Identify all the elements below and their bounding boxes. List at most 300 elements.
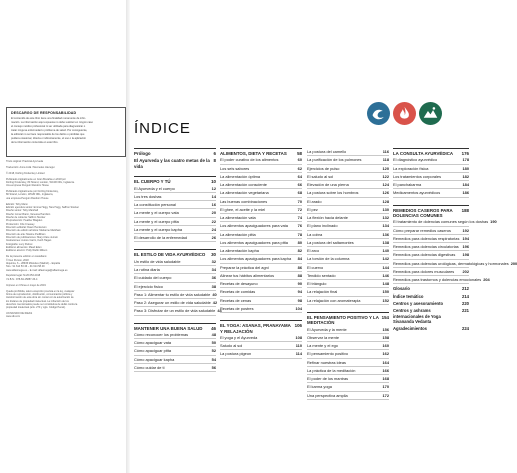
toc-entry-label: Los seis sabores — [220, 165, 250, 171]
toc-page-number: 22 — [211, 218, 216, 224]
toc-entry-label: Recetas de postres — [220, 305, 254, 311]
toc-page-number: 70 — [297, 198, 302, 204]
toc-page-number: 86 — [297, 264, 302, 270]
toc-entry-label: La mente y el cuerpo kapha — [134, 226, 183, 232]
toc-page-number: 160 — [382, 343, 389, 349]
colophon — [6, 160, 114, 319]
toc-entry[interactable] — [393, 276, 490, 284]
toc-column-4 — [393, 148, 517, 332]
toc-entry[interactable] — [307, 359, 389, 367]
toc-entry[interactable] — [134, 364, 216, 372]
toc-page-number: 154 — [381, 314, 389, 320]
colophon-line: Ilustraciones: Aurore Carric, Keith Hagan — [6, 239, 52, 243]
toc-bold-entry[interactable] — [393, 294, 469, 299]
toc-entry-label: Observar la mente — [307, 334, 340, 340]
toc-entry-label: Los alimentos apaciguadores para pitta — [220, 239, 288, 245]
toc-page-number: 30 — [211, 252, 216, 258]
toc-entry[interactable] — [220, 239, 302, 247]
toc-entry-label: Remedios para trastornos y dolencias emocionales — [393, 277, 482, 283]
toc-page-number: 158 — [382, 334, 389, 340]
toc-page-number: 152 — [382, 297, 389, 303]
toc-entry[interactable] — [220, 264, 302, 272]
toc-entry-label: Recetas de comidas — [220, 289, 256, 295]
toc-entry-label: EL ESTILO DE VIDA AYURVÉDICO — [134, 252, 206, 258]
toc-page-number: 108 — [295, 334, 302, 340]
toc-page-number: 176 — [461, 151, 469, 156]
toc-page-number: 36 — [211, 275, 216, 281]
toc-page-number: 180 — [462, 165, 469, 171]
toc-entry[interactable] — [393, 156, 469, 164]
toc-entry-label: Cómo apaciguar pitta — [134, 348, 171, 354]
toc-page-number: 44 — [217, 308, 222, 314]
toc-page-number: 88 — [297, 272, 302, 278]
toc-entry-label: REMEDIOS CASEROS PARA DOLENCIAS COMUNES — [393, 207, 453, 219]
toc-page-number: 34 — [211, 267, 216, 273]
colophon-line: Fotografía: Lucy Parissi — [6, 242, 33, 246]
toc-entry[interactable] — [220, 156, 302, 164]
toc-page-number: 188 — [461, 207, 469, 213]
colophon-line: una empresa Penguin Random House — [6, 196, 49, 200]
toc-entry-label: La cobra — [307, 231, 323, 237]
toc-entry[interactable] — [134, 331, 216, 339]
toc-entry[interactable] — [307, 173, 389, 181]
toc-page-number: 148 — [382, 281, 389, 286]
toc-entry-label: Agradecimientos — [393, 326, 427, 332]
toc-entry[interactable] — [220, 165, 302, 173]
toc-entry-label: Paso 3: Disfrutar de un estilo de vida saludable — [134, 308, 216, 314]
toc-entry-label: La alimentación consciente — [220, 182, 267, 188]
toc-entry[interactable] — [307, 156, 389, 164]
toc-entry[interactable] — [307, 231, 389, 239]
toc-entry-label: La mente y el ego — [307, 343, 338, 349]
toc-entry-label: Remedios para dolores musculares — [393, 268, 455, 274]
disclaimer-line: El contenido de este libro tiene una finalidad meramente de infor- — [11, 117, 86, 120]
toc-page-number: 48 — [211, 331, 216, 337]
toc-page-number: 114 — [295, 351, 302, 357]
toc-page-number: 106 — [294, 323, 302, 329]
toc-entry-label: Cómo apaciguar vata — [134, 340, 171, 346]
toc-entry[interactable] — [220, 189, 302, 197]
toc-entry-label: El desarrollo de la enfermedad — [134, 235, 187, 241]
toc-entry[interactable] — [220, 272, 302, 280]
toc-entry-label: Tendido sentado — [307, 272, 336, 278]
toc-entry[interactable] — [393, 165, 469, 173]
toc-entry[interactable] — [134, 347, 216, 355]
toc-page-number: 50 — [211, 340, 216, 346]
toc-entry[interactable] — [307, 375, 389, 383]
toc-entry[interactable] — [220, 255, 302, 263]
toc-page-number: 192 — [462, 227, 469, 233]
toc-entry-label: La alimentación vegetariana — [220, 190, 269, 196]
toc-entry[interactable] — [307, 367, 389, 375]
toc-entry-label: El ghee, el aceite y la miel — [220, 206, 266, 212]
toc-entry-label: La constitución personal — [134, 202, 176, 208]
colophon-line: Diseño sénior: Toby Marshall — [6, 209, 39, 213]
toc-page-number: 56 — [211, 364, 216, 370]
toc-entry[interactable] — [393, 218, 497, 226]
toc-entry-label: Remedios para dolencias respiratorias — [393, 235, 460, 241]
disclaimer-body — [11, 117, 121, 145]
toc-entry-label: La relajación con aromaterapia — [307, 297, 361, 303]
toc-entry[interactable] — [307, 189, 389, 197]
toc-entry[interactable] — [134, 274, 216, 282]
toc-entry[interactable] — [307, 342, 389, 350]
toc-entry-label: La postura pigeon — [220, 351, 252, 357]
kapha-logo-icon — [419, 102, 442, 125]
toc-page-number: 24 — [211, 226, 216, 232]
toc-column-3 — [307, 148, 389, 400]
colophon-line: www.dk.com — [6, 315, 21, 319]
colophon-line: Producción: Ché Creasey — [6, 222, 35, 226]
toc-entry-label: Remedios para dolencias urológicas, dermatológicas y hormonales — [393, 260, 509, 266]
toc-entry-label: EL YOGA: ASANAS, PRANAYAMA Y RELAJACIÓN — [220, 323, 291, 334]
toc-entry[interactable] — [307, 272, 389, 280]
toc-entry[interactable] — [393, 173, 469, 181]
toc-section-heading[interactable] — [134, 156, 216, 169]
toc-entry-label: El cuervo — [307, 264, 324, 270]
toc-entry-label: Centros y ashrams internacionales de Yoga Sivananda Vedanta — [393, 308, 441, 324]
disclaimer-box — [6, 107, 126, 157]
colophon-line: Dirección de arte: Maxine Pedliham — [6, 232, 46, 236]
toc-entry[interactable] — [134, 307, 222, 315]
toc-entry[interactable] — [220, 334, 302, 342]
toc-entry[interactable] — [134, 201, 216, 209]
toc-entry-label: EL CUERPO Y TÚ — [134, 179, 171, 185]
toc-entry-label: El ejercicio físico — [134, 283, 163, 289]
toc-page-number: 221 — [462, 308, 469, 314]
toc-page-number: 54 — [211, 356, 216, 362]
toc-entry[interactable] — [307, 165, 389, 173]
toc-page-number: 64 — [297, 173, 302, 179]
toc-entry-label: Los tres doshas — [134, 193, 162, 199]
toc-entry-label: Ejercicios de pulso — [307, 165, 340, 171]
colophon-line: los titulares de propiedad intelectual. La infracción de los — [6, 299, 69, 303]
toc-entry-label: El Ayurveda y la mente — [307, 326, 347, 332]
toc-page-number: 182 — [462, 173, 469, 179]
toc-page-number: 204 — [483, 277, 490, 283]
toc-entry[interactable] — [307, 392, 389, 400]
toc-entry-label: La torsión de la columna — [307, 256, 350, 262]
disclaimer-line: de la información contenida en este libro. — [11, 141, 59, 144]
toc-entry-label: La rutina diaria — [134, 267, 160, 273]
toc-entry[interactable] — [307, 334, 389, 342]
toc-page-number: 60 — [297, 157, 302, 163]
toc-entry[interactable] — [134, 218, 216, 226]
toc-entry-label: El panchakarma — [393, 182, 422, 188]
toc-page-number: 20 — [211, 210, 216, 216]
toc-entry[interactable] — [307, 350, 389, 358]
toc-entry[interactable] — [393, 235, 469, 243]
toc-entry-label: La práctica de la meditación — [307, 367, 356, 373]
toc-entry[interactable] — [307, 383, 389, 391]
toc-bold-entry[interactable] — [393, 301, 469, 306]
colophon-line: Dirección de publicaciones: Mary-Clare Jerram — [6, 236, 58, 240]
toc-entry-label: Preparar la práctica del agni — [220, 264, 269, 270]
toc-entry-label: El tratamiento de dolencias comunes según los doshas — [393, 219, 489, 225]
toc-entry[interactable] — [307, 247, 389, 255]
colophon-line: UN MUNDO DE IDEAS — [6, 312, 33, 316]
colophon-line: propiedad intelectual (arts. 270 y sgts. Código Penal). — [6, 306, 66, 310]
colophon-line: Preproducción: Heather Blagden — [6, 219, 43, 223]
toc-entry[interactable] — [307, 222, 389, 230]
toc-entry-label: El poder de los mantras — [307, 376, 349, 382]
colophon-line: Dorling Kindersley, 80 Strand, London, WC2R 0RL, Inglaterra. — [6, 180, 75, 184]
toc-bold-entry[interactable] — [393, 286, 469, 291]
toc-entry[interactable] — [393, 243, 469, 251]
toc-page-number: 76 — [297, 223, 302, 229]
toc-page-number: 12 — [211, 185, 216, 191]
toc-entry-label: La mente y el cuerpo pitta — [134, 218, 179, 224]
colophon-line: Traducción: Anna Juliá / Mercedes Jáuregui — [6, 165, 55, 169]
toc-entry[interactable] — [220, 280, 302, 288]
colophon-line: Publicado originalmente en Gran Bretaña en 2018 por — [6, 177, 66, 181]
toc-section-heading[interactable] — [393, 205, 469, 219]
toc-bold-entry[interactable] — [393, 308, 469, 324]
toc-entry-label: Cómo apaciguar kapha — [134, 356, 175, 362]
toc-entry[interactable] — [307, 214, 389, 222]
toc-page-number: 170 — [382, 384, 389, 390]
toc-entry-label: La alimentación kapha — [220, 248, 259, 254]
toc-entry-label: La flexión hacia delante — [307, 215, 348, 220]
toc-section-heading[interactable] — [393, 148, 469, 156]
pitta-logo-icon — [393, 102, 416, 125]
toc-entry[interactable] — [307, 264, 389, 272]
toc-page-number: 190 — [490, 219, 497, 225]
toc-page-number: 58 — [297, 151, 302, 156]
toc-page-number: 212 — [462, 286, 469, 292]
toc-entry-label: La exploración física — [393, 165, 429, 171]
toc-entry-label: Centros y asesoramiento — [393, 301, 444, 307]
toc-page-number: 72 — [297, 206, 302, 212]
toc-page-number: 186 — [462, 190, 469, 196]
toc-entry-label: El saludo al sol — [307, 173, 334, 179]
toc-page-number: 156 — [382, 326, 389, 332]
toc-page-number: 130 — [382, 206, 389, 212]
toc-entry[interactable] — [220, 305, 302, 313]
toc-entry-label: El Ayurveda y las cuatro metas de la vida — [134, 158, 210, 169]
toc-page-number: 66 — [297, 182, 302, 188]
toc-page-number: 224 — [462, 326, 469, 332]
toc-section-heading[interactable] — [307, 312, 389, 326]
toc-entry-label: Cómo reconocer los problemas — [134, 331, 189, 337]
toc-entry[interactable] — [307, 206, 389, 214]
toc-entry[interactable] — [307, 198, 389, 206]
colophon-line: 80 Strand, London, WC2R 0RL, Inglaterra, — [6, 193, 54, 197]
toc-page-number: 82 — [297, 248, 302, 254]
toc-page-number: 120 — [382, 165, 389, 171]
disclaimer-title: DESCARGO DE RESPONSABILIDAD — [11, 111, 77, 115]
toc-entry[interactable] — [134, 209, 216, 217]
toc-entry[interactable] — [393, 268, 469, 276]
toc-entry-label: Recetas de cenas — [220, 297, 252, 303]
toc-entry-label: El pez — [307, 206, 318, 212]
toc-entry-label: Recetas de desayuno — [220, 281, 258, 287]
toc-page-number: 138 — [382, 239, 389, 245]
toc-page-number: 172 — [382, 392, 389, 398]
toc-entry-label: La relajación final — [307, 289, 338, 295]
toc-page-number: 146 — [382, 272, 389, 278]
toc-page-number: 162 — [382, 351, 389, 357]
colophon-line: © Neo Person, 2018 — [6, 258, 29, 262]
toc-entry[interactable] — [134, 339, 216, 347]
toc-page-number: 134 — [382, 223, 389, 229]
toc-entry-label: Alinear tus hábitos alimentarios — [220, 272, 275, 278]
toc-entry[interactable] — [393, 181, 469, 189]
toc-entry[interactable] — [220, 231, 302, 239]
toc-page-number: 126 — [382, 190, 389, 196]
toc-entry-label: El arco — [307, 248, 320, 253]
toc-entry-label: El plano inclinado — [307, 223, 338, 229]
toc-entry[interactable] — [134, 226, 216, 234]
toc-section-heading[interactable] — [134, 148, 216, 156]
toc-entry-label: Paso 2: Asegurar un estilo de vida saludable — [134, 300, 211, 306]
logo-row — [367, 102, 467, 128]
toc-page-number: 6 — [213, 151, 216, 156]
toc-entry[interactable] — [220, 342, 302, 350]
colophon-line: Estilismo alimentos: Maud Eden — [6, 246, 42, 250]
toc-entry[interactable] — [220, 288, 302, 296]
toc-page-number: 10 — [211, 179, 216, 185]
toc-entry-label: La alimentación pitta — [220, 231, 256, 237]
toc-entry-label: El cuidado del cuerpo — [134, 275, 172, 281]
toc-entry-label: Una perspectiva amplia — [307, 392, 348, 398]
toc-page-number: 144 — [382, 264, 389, 270]
toc-entry-label: Cómo preparar remedios caseros — [393, 227, 451, 233]
toc-entry-label: El pensamiento positivo — [307, 351, 349, 357]
toc-page-number: 164 — [382, 359, 389, 365]
toc-entry[interactable] — [307, 148, 389, 156]
toc-entry-label: La postura del saltamontes — [307, 239, 354, 245]
toc-entry[interactable] — [134, 185, 216, 193]
toc-page-number: 166 — [382, 367, 389, 373]
toc-section-heading[interactable] — [134, 249, 216, 257]
toc-entry[interactable] — [393, 189, 469, 197]
toc-entry[interactable] — [220, 173, 302, 181]
toc-entry-label: El arado — [307, 198, 322, 204]
toc-entry-label: El yoga y el Ayurveda — [220, 334, 258, 340]
toc-entry[interactable] — [393, 227, 469, 235]
colophon-line: Diseño: Anna Dhami, Vanessa Hamilton — [6, 212, 51, 216]
toc-page-number: 62 — [297, 165, 302, 171]
toc-bold-entry[interactable] — [393, 326, 469, 331]
toc-entry[interactable] — [134, 258, 216, 266]
colophon-line: Dirección editorial: Dawn Henderson — [6, 226, 47, 229]
toc-entry-label: El karma yoga — [307, 384, 332, 390]
toc-section-heading[interactable] — [220, 320, 302, 334]
toc-page-number: 46 — [211, 325, 216, 331]
toc-column-2 — [220, 148, 302, 359]
toc-entry[interactable] — [393, 260, 517, 268]
colophon-line: forma de reproducción, distribución, comunicación pública y — [6, 292, 73, 296]
colophon-line: Estilismo atrezzo: Polly Webb-Wilson — [6, 249, 48, 253]
toc-entry[interactable] — [134, 299, 216, 307]
toc-entry-label: El Ayurveda y el cuerpo — [134, 185, 175, 191]
toc-entry-label: La postura sobre los hombros — [307, 190, 359, 196]
toc-section-heading[interactable] — [134, 323, 216, 331]
disclaimer-line: el consejo médico profesional ni ser utilizada para diagnosticar o — [11, 125, 86, 128]
toc-page-number: 80 — [297, 239, 302, 245]
colophon-line: © 2018, Dorling Kindersley Limited — [6, 171, 45, 175]
toc-page-number: 198 — [462, 252, 469, 258]
toc-entry-label: La mente y el cuerpo vata — [134, 210, 179, 216]
toc-entry[interactable] — [220, 297, 302, 305]
toc-entry[interactable] — [307, 297, 389, 305]
toc-page-number: 98 — [297, 297, 302, 303]
toc-entry-label: Refinar nuestras ideas — [307, 359, 346, 365]
toc-entry-label: Las buenas combinaciones — [220, 198, 268, 204]
toc-section-heading[interactable] — [220, 148, 302, 156]
colophon-line: Título original: Practical Ayurveda — [6, 160, 44, 163]
colophon-line: Queda prohibida, salvo excepción prevista en la ley, cualquier — [6, 289, 75, 293]
colophon-line: derechos mencionados puede ser constitutiva de delito contra la — [6, 302, 78, 306]
toc-entry[interactable] — [134, 291, 216, 299]
colophon-line: transformación de esta obra sin contar con la autorización de — [6, 296, 74, 300]
toc-page-number: 140 — [382, 248, 389, 253]
toc-entry[interactable] — [307, 255, 389, 263]
index-title: ÍNDICE — [134, 120, 191, 137]
toc-entry[interactable] — [220, 206, 302, 214]
disclaimer-line: mación. La información aquí expuesta no debe sustituir en ningún caso — [11, 121, 93, 124]
toc-page-number: 40 — [212, 291, 217, 297]
toc-entry-label: Índice temático — [393, 293, 424, 299]
toc-page-number: 178 — [462, 157, 469, 163]
page-gutter — [126, 0, 130, 473]
toc-entry[interactable] — [220, 198, 302, 206]
toc-page-number: 104 — [295, 305, 302, 311]
toc-entry[interactable] — [307, 181, 389, 189]
toc-entry[interactable] — [220, 181, 302, 189]
toc-page-number: 184 — [462, 182, 469, 188]
colophon-line: Publicado originalmente por Dorling Kindersley, — [6, 190, 59, 194]
toc-entry-label: El poder curativo de los alimentos — [220, 157, 279, 163]
toc-entry[interactable] — [220, 350, 302, 358]
toc-entry-label: Cómo cuidar de ti — [134, 364, 165, 370]
toc-page-number: 68 — [297, 190, 302, 196]
toc-page-number: 16 — [211, 202, 216, 208]
toc-entry[interactable] — [307, 280, 389, 288]
toc-page-number: 110 — [295, 343, 302, 349]
toc-entry-label: Los tratamientos corporales — [393, 173, 442, 179]
toc-entry[interactable] — [307, 326, 389, 334]
toc-entry[interactable] — [307, 288, 389, 296]
toc-page-number: 132 — [382, 215, 389, 220]
toc-entry-label: Remedios para dolencias digestivas — [393, 252, 456, 258]
toc-page-number: 136 — [382, 231, 389, 237]
toc-entry[interactable] — [134, 266, 216, 274]
toc-entry[interactable] — [307, 239, 389, 247]
colophon-line: De la presente edición en castellano: — [6, 255, 47, 259]
toc-page-number: 220 — [462, 301, 469, 307]
colophon-line: Dirección de edición artística: Marianne Markham — [6, 229, 61, 233]
toc-entry[interactable] — [134, 356, 216, 364]
toc-entry[interactable] — [220, 247, 302, 255]
toc-page-number: 84 — [297, 256, 302, 262]
toc-entry-label: MANTENER UNA BUENA SALUD — [134, 325, 203, 331]
toc-entry-label: EL PENSAMIENTO POSITIVO Y LA MEDITACIÓN — [307, 314, 379, 326]
toc-entry-label: Los alimentos apaciguadores para vata — [220, 223, 288, 229]
toc-page-number: 122 — [382, 173, 389, 179]
toc-entry[interactable] — [134, 193, 216, 201]
toc-entry[interactable] — [393, 251, 469, 259]
vata-logo-icon — [367, 102, 390, 125]
toc-page-number: 78 — [297, 231, 302, 237]
toc-entry[interactable] — [134, 234, 216, 242]
toc-page-number: 142 — [382, 256, 389, 262]
toc-entry[interactable] — [220, 222, 302, 230]
toc-entry[interactable] — [220, 214, 302, 222]
toc-entry[interactable] — [134, 283, 216, 291]
toc-section-heading[interactable] — [134, 176, 216, 184]
